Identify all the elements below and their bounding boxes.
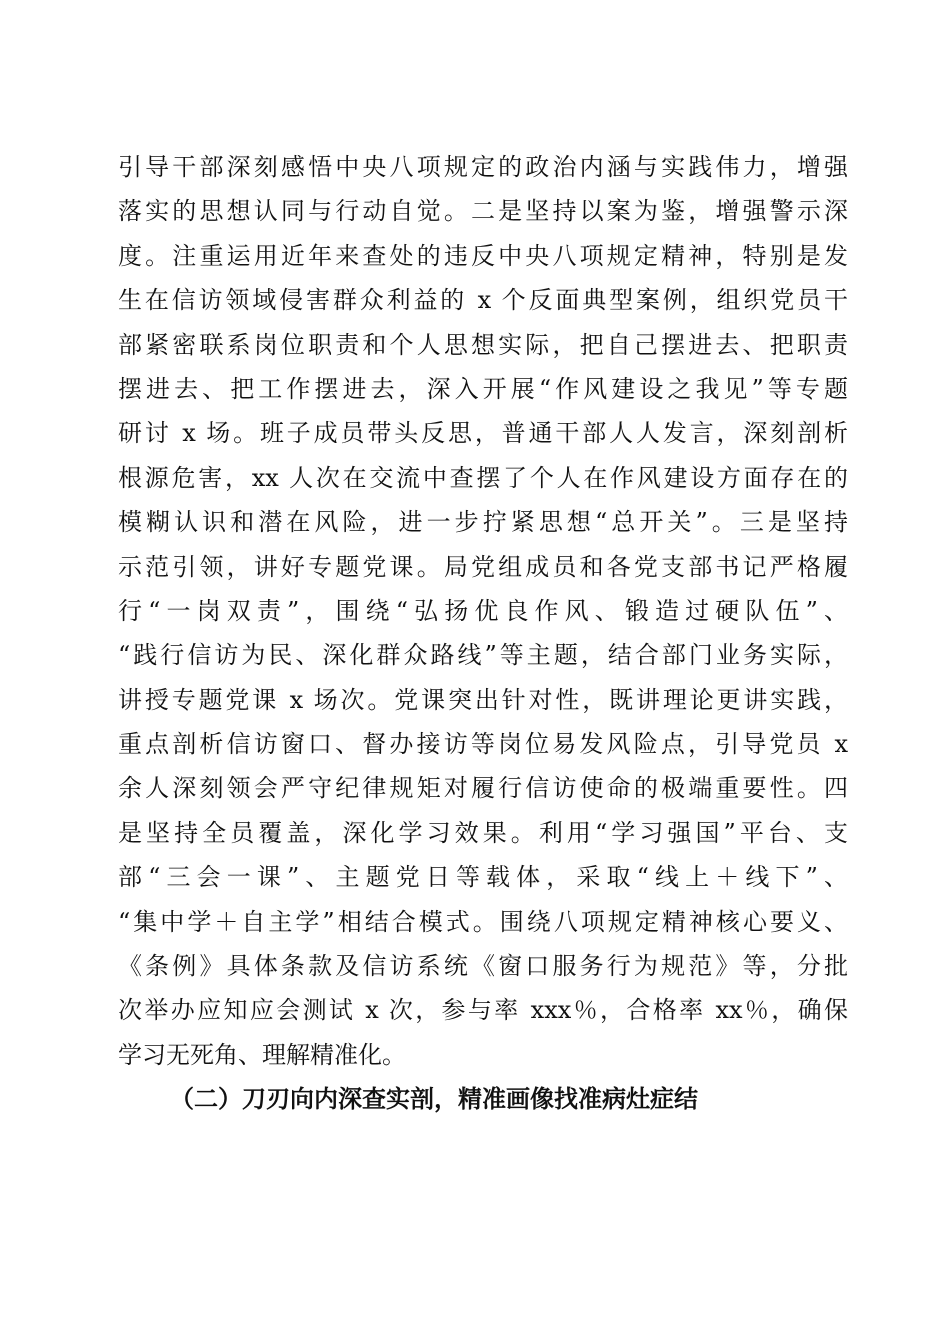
paragraph-line: 度。注重运用近年来查处的违反中央八项规定精神，特别是发 xyxy=(118,241,848,270)
paragraph-line: 模糊认识和潜在风险，进一步拧紧思想“总开关”。三是坚持 xyxy=(118,508,848,537)
body-paragraph xyxy=(118,145,848,1077)
paragraph-line: 次举办应知应会测试 x 次，参与率 xxx％，合格率 xx％，确保 xyxy=(118,996,848,1025)
paragraph-line: 引导干部深刻感悟中央八项规定的政治内涵与实践伟力，增强 xyxy=(118,153,848,181)
paragraph-line: 生在信访领域侵害群众利益的 x 个反面典型案例，组织党员干 xyxy=(118,286,848,315)
paragraph-line: “践行信访为民、深化群众路线”等主题，结合部门业务实际， xyxy=(118,641,848,670)
paragraph-line: 是坚持全员覆盖，深化学习效果。利用“学习强国”平台、支 xyxy=(118,818,848,847)
paragraph-line: 学习无死角、理解精准化。 xyxy=(118,1040,406,1069)
paragraph-line: 重点剖析信访窗口、督办接访等岗位易发风险点，引导党员 x xyxy=(118,730,848,759)
paragraph-line: 部“三会一课”、主题党日等载体，采取“线上＋线下”、 xyxy=(118,863,848,892)
section-heading: （二）刀刃向内深查实剖，精准画像找准病灶症结 xyxy=(170,1084,698,1113)
paragraph-line: 研讨 x 场。班子成员带头反思，普通干部人人发言，深刻剖析 xyxy=(118,419,848,448)
paragraph-line: “集中学＋自主学”相结合模式。围绕八项规定精神核心要义、 xyxy=(118,907,848,936)
paragraph-line: 余人深刻领会严守纪律规矩对履行信访使命的极端重要性。四 xyxy=(118,774,848,803)
paragraph-line: 讲授专题党课 x 场次。党课突出针对性，既讲理论更讲实践， xyxy=(118,685,848,714)
paragraph-line: 《条例》具体条款及信访系统《窗口服务行为规范》等，分批 xyxy=(118,952,848,981)
paragraph-line: 摆进去、把工作摆进去，深入开展“作风建设之我见”等专题 xyxy=(118,374,848,403)
paragraph-line: 根源危害，xx 人次在交流中查摆了个人在作风建设方面存在的 xyxy=(118,463,848,492)
paragraph-line: 示范引领，讲好专题党课。局党组成员和各党支部书记严格履 xyxy=(118,552,848,581)
paragraph-line: 落实的思想认同与行动自觉。二是坚持以案为鉴，增强警示深 xyxy=(118,197,848,226)
paragraph-line: 部紧密联系岗位职责和个人思想实际，把自己摆进去、把职责 xyxy=(118,330,848,359)
paragraph-line: 行“一岗双责”，围绕“弘扬优良作风、锻造过硬队伍”、 xyxy=(118,596,848,625)
